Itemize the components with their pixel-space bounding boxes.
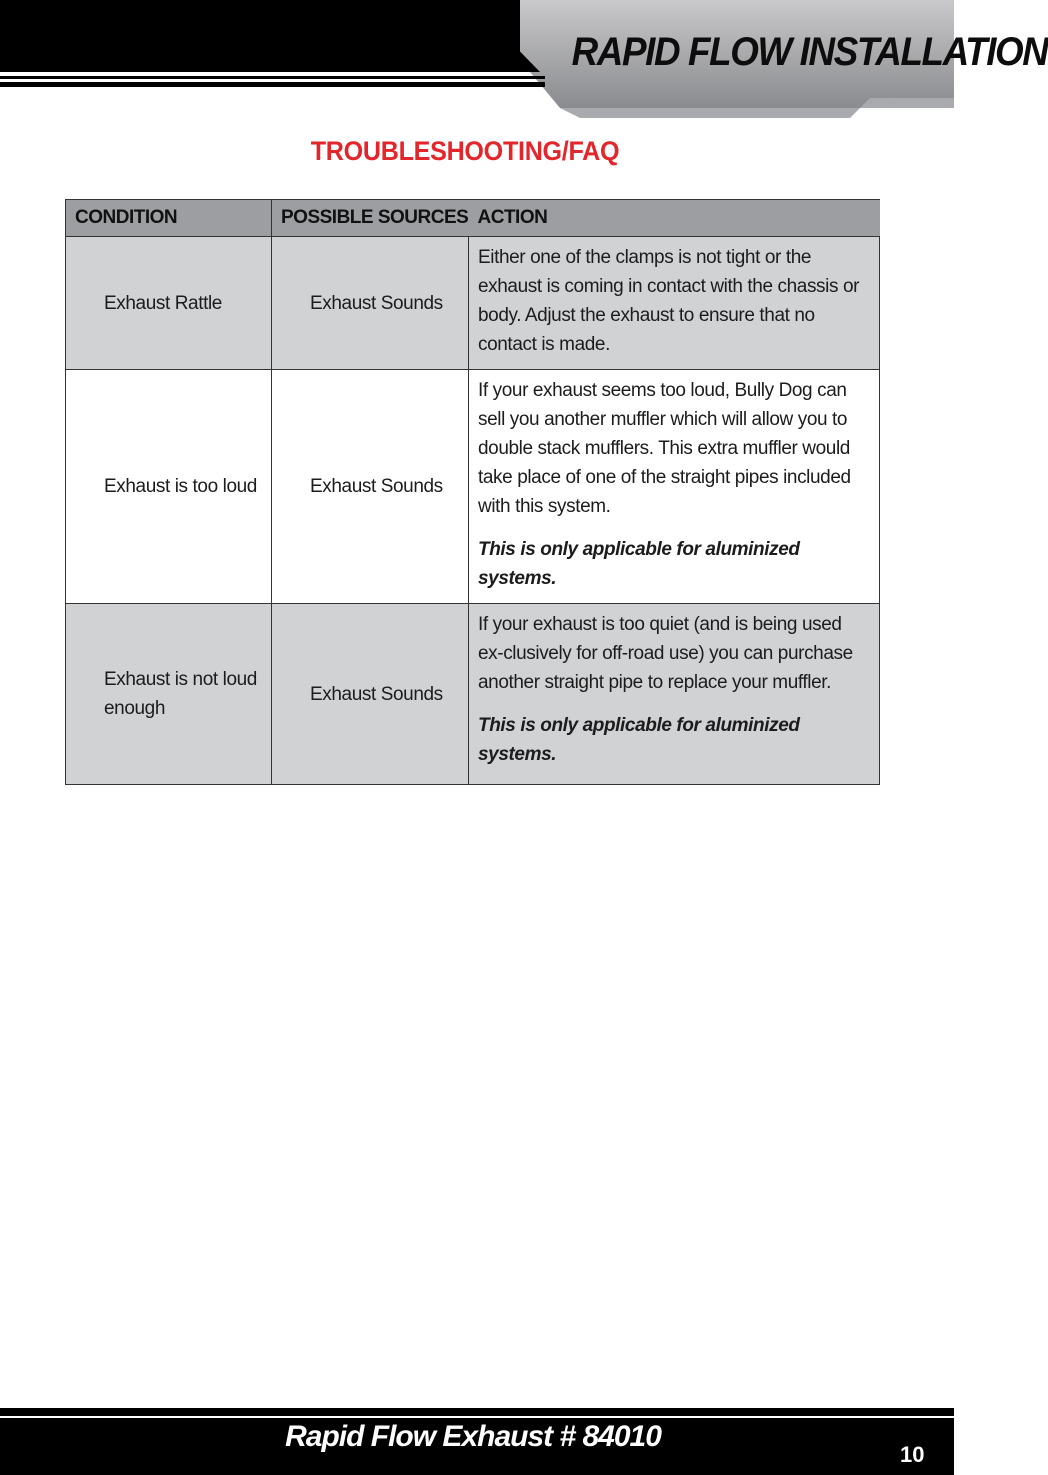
column-header-action: ACTION xyxy=(469,200,880,237)
action-cell xyxy=(469,237,880,370)
action-text: If your exhaust is too quiet (and is being used ex-clusively for off-road use) you can purchase another straight pipe to replace your muffler. xyxy=(478,614,853,693)
table-row xyxy=(66,237,880,370)
action-note: This is only applicable for aluminized systems. xyxy=(478,539,800,589)
column-header-condition: CONDITION xyxy=(66,200,272,237)
source-cell: Exhaust Sounds xyxy=(272,604,469,785)
footer-divider xyxy=(0,1416,954,1418)
condition-cell: Exhaust is too loud xyxy=(66,370,272,604)
action-note: This is only applicable for aluminized systems. xyxy=(478,715,800,765)
table-header-row xyxy=(66,200,880,237)
section-title: TROUBLESHOOTING/FAQ xyxy=(310,136,620,166)
troubleshooting-table xyxy=(65,199,880,785)
header-title: RAPID FLOW INSTALLATION xyxy=(571,30,1048,74)
action-cell xyxy=(469,370,880,604)
column-header-sources: POSSIBLE SOURCES xyxy=(272,200,469,237)
action-text: If your exhaust seems too loud, Bully Dog can sell you another muffler which will allow you to double stack mufflers. This extra muffler would take place of one of the straight pipes included with this system. xyxy=(478,380,851,517)
table-row xyxy=(66,604,880,785)
action-cell xyxy=(469,604,880,785)
action-text: Either one of the clamps is not tight or the exhaust is coming in contact with the chassis or body. Adjust the exhaust to ensure that no contact is made. xyxy=(478,247,860,355)
condition-cell: Exhaust Rattle xyxy=(66,237,272,370)
condition-cell: Exhaust is not loud enough xyxy=(66,604,272,785)
source-cell: Exhaust Sounds xyxy=(272,237,469,370)
source-cell: Exhaust Sounds xyxy=(272,370,469,604)
page-number: 10 xyxy=(900,1442,925,1467)
footer-title: Rapid Flow Exhaust # 84010 xyxy=(285,1420,661,1453)
table-row xyxy=(66,370,880,604)
